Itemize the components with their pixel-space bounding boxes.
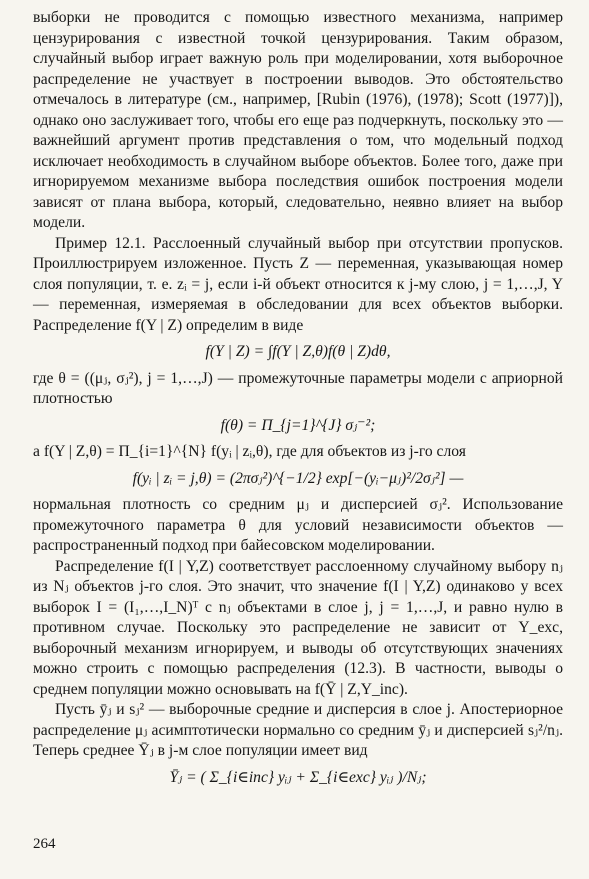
equation-4: Ȳⱼ = ( Σ_{i∈inc} yᵢⱼ + Σ_{i∈exc} yᵢⱼ )/Nⱼ; — [169, 768, 427, 786]
equation-1: f(Y | Z) = ∫f(Y | Z,θ)f(θ | Z)dθ, — [205, 343, 391, 360]
paragraph-6: Распределение f(I | Y,Z) соответствует расслоенному случайному выбору nⱼ из Nⱼ объектов j-го слоя. Это значит, что значение f(I | Y,Z) одинаково у всех выборок I = (I₁,…,I_N)ᵀ с nⱼ объектами в слое j, j = 1,…,J, и равно нулю в противном случае. Поскольку это распределение не зависит от Y_exc, выборочный механизм игнорируем, и выводы об отсутствующих значениях можно строить с помощью распределения (12.3). В частности, выводы о среднем популяции можно основывать на f(Ȳ | Z,Y_inc). — [33, 557, 563, 698]
equation-3: f(yᵢ | zᵢ = j,θ) = (2πσⱼ²)^{−1/2} exp[−(yᵢ−μⱼ)²/2σⱼ²] — — [132, 469, 464, 487]
paragraph-7: Пусть ȳⱼ и sⱼ² — выборочные средние и дисперсия в слое j. Апостериорное распределение μⱼ асимптотически нормально со средним ȳⱼ и дисперсией sⱼ²/nⱼ. Теперь среднее Ȳⱼ в j-м слое популяции имеет вид — [33, 701, 563, 759]
page-number: 264 — [33, 836, 56, 852]
example-paragraph: Пример 12.1. Расслоенный случайный выбор при отсутствии пропусков. Проиллюстрируем изложенное. Пусть Z — переменная, указывающая номер слоя популяции, т. е. zᵢ = j, если i-й объект относится к j-му слою, j = 1,…,J, Y — переменная, измеряемая в обследовании для всех объектов выборки. Распределение f(Y | Z) определим в виде — [33, 234, 563, 334]
paragraph-4: а f(Y | Z,θ) = Π_{i=1}^{N} f(yᵢ | zᵢ,θ), где для объектов из j-го слоя — [33, 443, 466, 460]
paragraph-1: выборки не проводится с помощью известного механизма, например цензурирования с известной точкой цензурирования. Таким образом, случайный выбор играет важную роль при моделировании, хотя выборочное распределение не участвует в построении выводов. Это обстоятельство отмечалось в литературе (см., например, [Rubin (1976), (1978); Scott (1977)]), однако оно заслуживает того, чтобы его еще раз подчеркнуть, поскольку это — важнейший аргумент против представления о том, что модельный подход исключает необходимость в случайном выборе объектов. Более того, даже при игнорируемом механизме выбора последствия ошибок построения модели зависят от плана выбора, который, следовательно, неявно влияет на выбор модели. — [33, 9, 563, 231]
page-text — [33, 8, 563, 794]
paragraph-3: где θ = ((μⱼ, σⱼ²), j = 1,…,J) — промежуточные параметры модели с априорной плотностью — [33, 369, 563, 407]
equation-2: f(θ) = Π_{j=1}^{J} σⱼ⁻²; — [220, 416, 376, 434]
paragraph-5: нормальная плотность со средним μⱼ и дисперсией σⱼ². Использование промежуточного параметра θ для условий независимости объектов — распространенный подход при байесовском моделировании. — [33, 496, 563, 554]
